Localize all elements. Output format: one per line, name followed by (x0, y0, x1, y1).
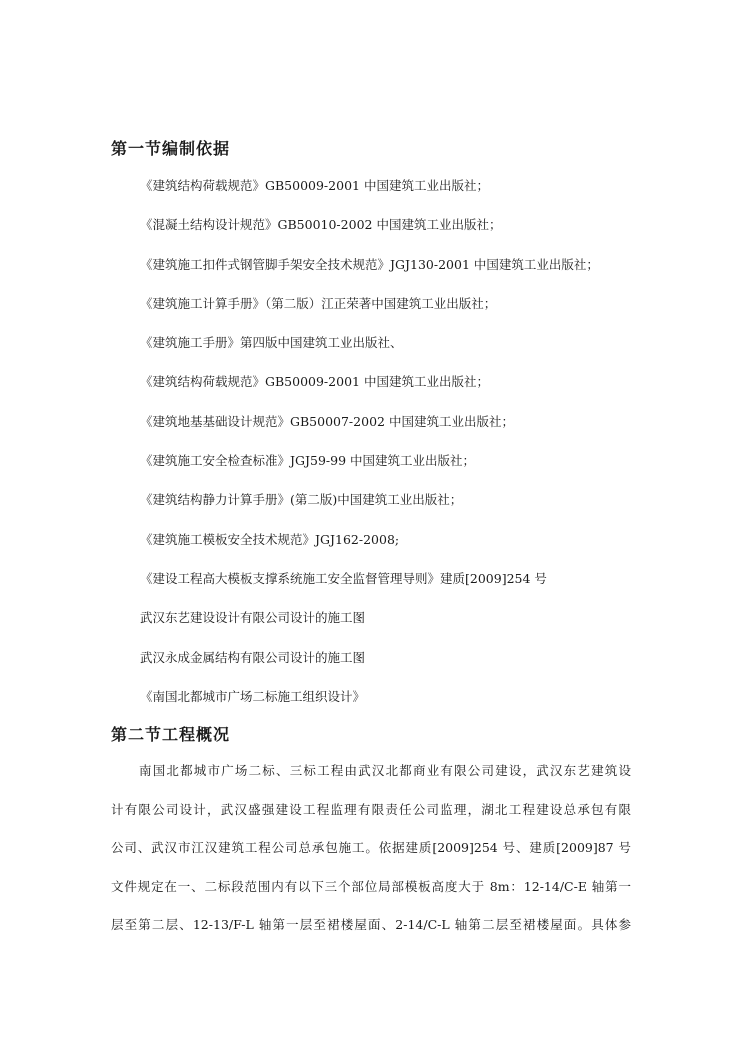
reference-item: 《南国北都城市广场二标施工组织设计》 (140, 688, 366, 704)
reference-item: 《建筑结构荷载规范》GB50009-2001 中国建筑工业出版社； (140, 178, 489, 193)
reference-item: 《建筑施工扣件式钢管脚手架安全技术规范》JGJ130-2001 中国建筑工业出版社； (140, 256, 599, 272)
reference-item: 《建筑结构静力计算手册》(第二版)中国建筑工业出版社； (140, 492, 463, 508)
reference-item: 武汉永成金属结构有限公司设计的施工图 (140, 649, 366, 665)
reference-item: 武汉东艺建设设计有限公司设计的施工图 (140, 610, 366, 626)
paragraph-line: 南国北都城市广场二标、三标工程由武汉北都商业有限公司建设，武汉东艺建筑设 (139, 763, 631, 778)
paragraph-line: 计有限公司设计，武汉盛强建设工程监理有限责任公司监理，湖北工程建设总承包有限 (111, 801, 631, 817)
project-overview-paragraph (111, 761, 631, 954)
reference-item: 《建设工程高大模板支撑系统施工安全监督管理导则》建质[2009]254 号 (140, 570, 547, 586)
reference-item: 《建筑结构荷载规范》GB50009-2001 中国建筑工业出版社； (140, 374, 489, 390)
paragraph-line: 公司、武汉市江汉建筑工程公司总承包施工。依据建质[2009]254 号、建质[2009]87 号 (111, 840, 631, 856)
reference-item: 《混凝土结构设计规范》GB50010-2002 中国建筑工业出版社； (140, 217, 502, 233)
reference-item: 《建筑施工计算手册》（第二版）江正荣著中国建筑工业出版社； (140, 295, 497, 311)
reference-item: 《建筑施工手册》第四版中国建筑工业出版社、 (140, 335, 403, 351)
paragraph-line: 层至第二层、12-13/F-L 轴第一层至裙楼屋面、2-14/C-L 轴第二层至裙楼屋面。具体参 (111, 917, 631, 933)
reference-item: 《建筑地基基础设计规范》GB50007-2002 中国建筑工业出版社； (140, 413, 514, 429)
paragraph-line: 文件规定在一、二标段范围内有以下三个部位局部模板高度大于 8m：12-14/C-E 轴第一 (111, 878, 631, 894)
reference-item: 《建筑施工安全检查标准》JGJ59-99 中国建筑工业出版社； (140, 453, 476, 469)
reference-list (140, 176, 599, 726)
reference-item: 《建筑施工模板安全技术规范》JGJ162-2008; (140, 531, 400, 547)
section-2-heading: 第二节工程概况 (111, 725, 231, 744)
section-1-heading: 第一节编制依据 (111, 139, 231, 158)
